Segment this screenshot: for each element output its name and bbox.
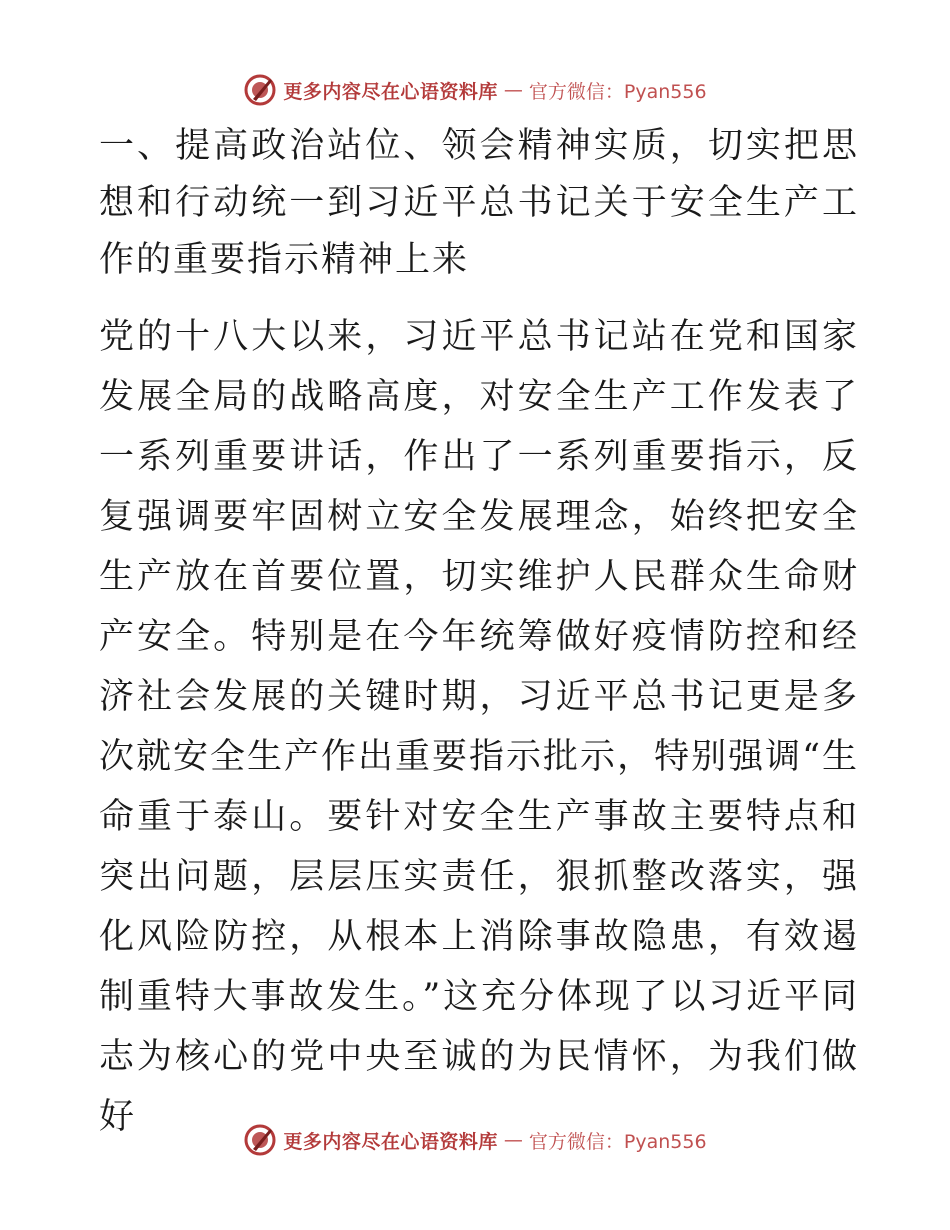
banner-separator: — [503, 1129, 523, 1151]
pen-circle-logo-icon [243, 1123, 277, 1157]
banner-brand-text: 更多内容尽在心语资料库 [283, 80, 498, 103]
banner-separator: — [503, 79, 523, 101]
document-body [99, 118, 859, 1147]
footer-banner [0, 1120, 950, 1160]
banner-contact-text: 官方微信：Pyan556 [528, 1130, 707, 1153]
pen-circle-logo-icon [243, 73, 277, 107]
banner-contact-text: 官方微信：Pyan556 [528, 80, 707, 103]
body-paragraph: 党的十八大以来，习近平总书记站在党和国家发展全局的战略高度，对安全生产工作发表了一系列重要讲话，作出了一系列重要指示，反复强调要牢固树立安全发展理念，始终把安全生产放在首要位置，切实维护人民群众生命财产安全。特别是在今年统筹做好疫情防控和经济社会发展的关键时期，习近平总书记更是多次就安全生产作出重要指示批示，特别强调“生命重于泰山。要针对安全生产事故主要特点和突出问题，层层压实责任，狠抓整改落实，强化风险防控，从根本上消除事故隐患，有效遏制重特大事故发生。”这充分体现了以习近平同志为核心的党中央至诚的为民情怀，为我们做好 [99, 317, 859, 1137]
banner-brand-text: 更多内容尽在心语资料库 [283, 1130, 498, 1153]
section-heading: 一、提高政治站位、领会精神实质，切实把思想和行动统一到习近平总书记关于安全生产工作的重要指示精神上来 [99, 126, 859, 280]
header-banner [0, 70, 950, 110]
